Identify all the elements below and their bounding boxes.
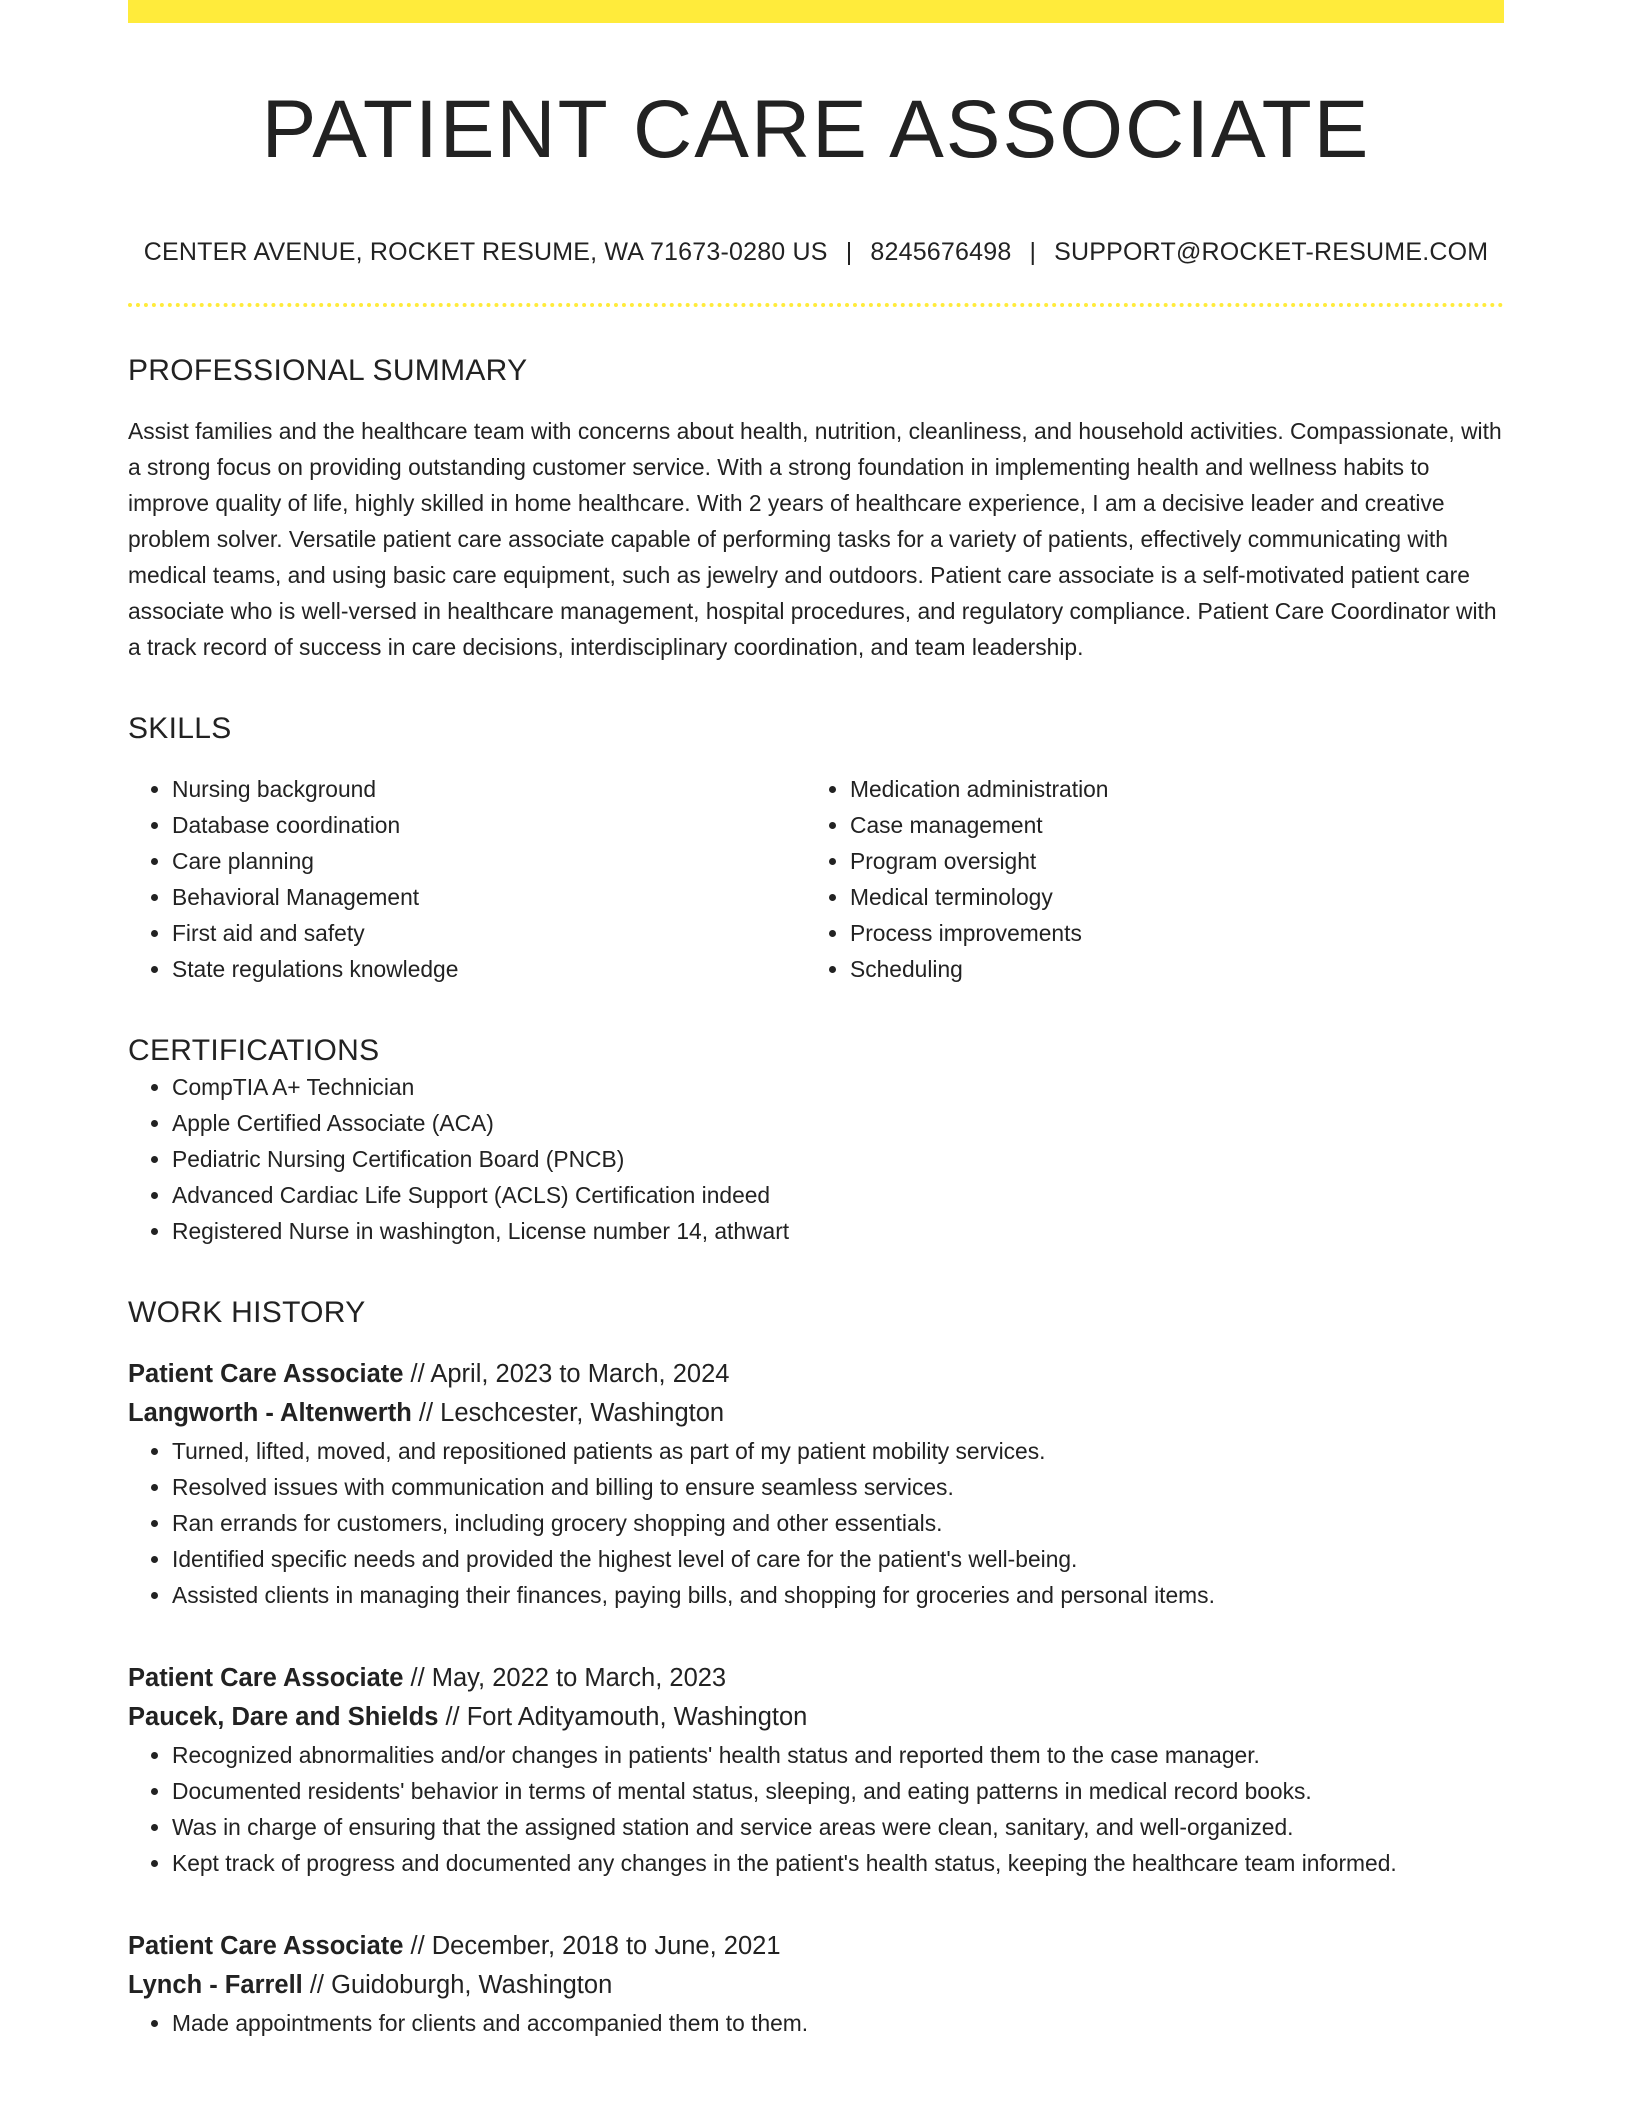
skill-item: • Medical terminology (850, 879, 1484, 915)
job-role: Patient Care Associate (128, 1932, 404, 1960)
job-duty: • Ran errands for customers, including grocery shopping and other essentials. (172, 1505, 1504, 1541)
contact-address: CENTER AVENUE, ROCKET RESUME, WA 71673-0280 US (143, 238, 828, 266)
contact-separator: | (845, 238, 853, 266)
contact-email: SUPPORT@ROCKET-RESUME.COM (1054, 238, 1489, 266)
job-duty: • Assisted clients in managing their finances, paying bills, and shopping for groceries and personal items. (172, 1577, 1504, 1613)
job-duty: • Was in charge of ensuring that the assigned station and service areas were clean, sanitary, and well-organized. (172, 1809, 1504, 1845)
job-duties-list (128, 1737, 1504, 1881)
job-entry (128, 1659, 1504, 1881)
certification-item: • Advanced Cardiac Life Support (ACLS) Certification indeed (172, 1177, 1504, 1213)
job-company: Lynch - Farrell (128, 1971, 303, 1999)
job-role: Patient Care Associate (128, 1664, 404, 1692)
job-dates: // May, 2022 to March, 2023 (403, 1664, 727, 1692)
top-accent-bar (128, 0, 1504, 23)
job-dates: // December, 2018 to June, 2021 (403, 1932, 781, 1960)
skill-item: • State regulations knowledge (172, 951, 806, 987)
certifications-heading: CERTIFICATIONS (128, 1034, 380, 1067)
job-duty: • Turned, lifted, moved, and repositioned patients as part of my patient mobility services. (172, 1433, 1504, 1469)
contact-phone: 8245676498 (870, 238, 1012, 266)
skills-heading: SKILLS (128, 712, 232, 745)
job-entry (128, 1355, 1504, 1613)
work-history-heading: WORK HISTORY (128, 1296, 366, 1329)
contact-line (128, 236, 1504, 268)
job-location: // Guidoburgh, Washington (302, 1971, 613, 1999)
job-dates: // April, 2023 to March, 2024 (403, 1360, 730, 1388)
job-company: Langworth - Altenwerth (128, 1399, 412, 1427)
job-company-line (128, 1394, 1504, 1433)
job-location: // Fort Adityamouth, Washington (438, 1703, 808, 1731)
job-title-line (128, 1355, 1504, 1394)
contact-separator: | (1029, 238, 1037, 266)
job-role: Patient Care Associate (128, 1360, 404, 1388)
skills-column-right (806, 771, 1484, 987)
candidate-title: PATIENT CARE ASSOCIATE (261, 84, 1371, 175)
certification-item: • CompTIA A+ Technician (172, 1069, 1504, 1105)
job-duty: • Resolved issues with communication and billing to ensure seamless services. (172, 1469, 1504, 1505)
skills-grid (128, 771, 1504, 987)
skill-item: • Medication administration (850, 771, 1484, 807)
job-company-line (128, 1966, 1504, 2005)
job-entry (128, 1927, 1504, 2041)
job-company-line (128, 1698, 1504, 1737)
job-title-line (128, 1659, 1504, 1698)
summary-text: Assist families and the healthcare team with concerns about health, nutrition, cleanliness, and household activities. Compassionate, with a strong focus on providing outstanding customer service. With a strong foundation in implementing health and wellness habits to improve quality of life, highly skilled in home healthcare. With 2 years of healthcare experience, I am a decisive leader and creative problem solver. Versatile patient care associate capable of performing tasks for a variety of patients, effectively communicating with medical teams, and using basic care equipment, such as jewelry and outdoors. Patient care associate is a self-motivated patient care associate who is well-versed in healthcare management, hospital procedures, and regulatory compliance. Patient Care Coordinator with a track record of success in care decisions, interdisciplinary coordination, and team leadership. (128, 418, 1502, 660)
job-location: // Leschcester, Washington (411, 1399, 725, 1427)
job-duty: • Documented residents' behavior in terms of mental status, sleeping, and eating patterns in medical record books. (172, 1773, 1504, 1809)
certification-item: • Pediatric Nursing Certification Board (PNCB) (172, 1141, 1504, 1177)
skills-list-right (806, 771, 1484, 987)
summary-heading: PROFESSIONAL SUMMARY (128, 354, 528, 387)
skill-item: • Scheduling (850, 951, 1484, 987)
certification-item: • Registered Nurse in washington, License number 14, athwart (172, 1213, 1504, 1249)
job-duty: • Identified specific needs and provided the highest level of care for the patient's well-being. (172, 1541, 1504, 1577)
job-duty: • Recognized abnormalities and/or changes in patients' health status and reported them to the case manager. (172, 1737, 1504, 1773)
skill-item: • Nursing background (172, 771, 806, 807)
job-duties-list (128, 2005, 1504, 2041)
resume-page (128, 0, 1504, 2041)
job-duty: • Kept track of progress and documented any changes in the patient's health status, keeping the healthcare team informed. (172, 1845, 1504, 1881)
skill-item: • Case management (850, 807, 1484, 843)
skill-item: • Process improvements (850, 915, 1484, 951)
skill-item: • Database coordination (172, 807, 806, 843)
skills-list-left (128, 771, 806, 987)
skill-item: • Care planning (172, 843, 806, 879)
job-duties-list (128, 1433, 1504, 1613)
skills-column-left (128, 771, 806, 987)
certifications-list (128, 1069, 1504, 1249)
job-company: Paucek, Dare and Shields (128, 1703, 439, 1731)
skill-item: • First aid and safety (172, 915, 806, 951)
skill-item: • Program oversight (850, 843, 1484, 879)
job-duty: • Made appointments for clients and accompanied them to them. (172, 2005, 1504, 2041)
skill-item: • Behavioral Management (172, 879, 806, 915)
job-title-line (128, 1927, 1504, 1966)
header-divider (128, 303, 1504, 307)
certification-item: • Apple Certified Associate (ACA) (172, 1105, 1504, 1141)
